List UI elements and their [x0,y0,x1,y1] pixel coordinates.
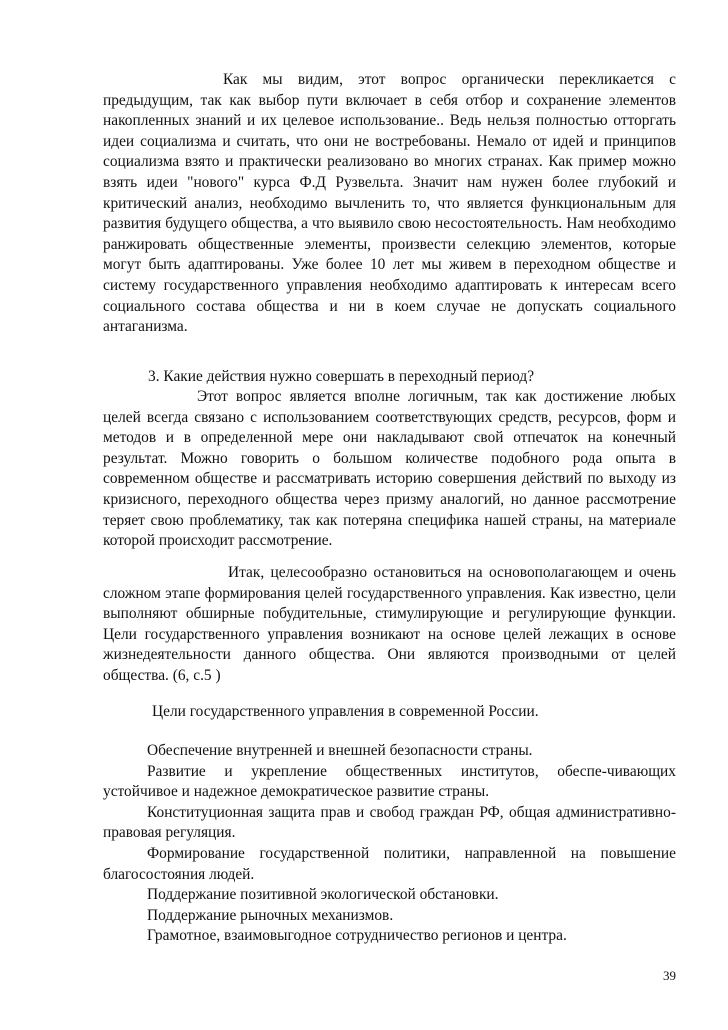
goals-list [103,741,676,947]
paragraph-choice-of-path: Как мы видим, этот вопрос органически перекликается с предыдущим, так как выбор пути включает в себя отбор и сохранение элементов накопленных знаний и их целевое использование.. Ведь нельзя полностью отторгать идеи социализма и считать, что они не востребованы. Немало от идей и принципов социализма взято и практически реализовано во многих странах. Как пример можно взять идеи "нового" курса Ф.Д Рузвельта. Значит нам нужен более глубокий и критический анализ, необходимо вычленить то, что является функциональным для развития будущего общества, а что выявило свою несостоятельность. Нам необходимо ранжировать общественные элементы, произвести селекцию элементов, которые могут быть адаптированы. Уже более 10 лет мы живем в переходном обществе и систему государственного управления необходимо адаптировать к интересам всего социального состава общества и ни в коем случае не допускать социального антаганизма. [103,71,676,336]
question-heading: 3. Какие действия нужно совершать в переходный период? [148,368,535,385]
goal-item: Обеспечение внутренней и внешней безопасности страны. [147,742,533,759]
goal-item: Конституционная защита прав и свобод граждан РФ, общая административно-правовая регуляция. [103,803,676,842]
goal-item: Поддержание рыночных механизмов. [147,906,394,924]
section-heading: Цели государственного управления в современной России. [152,703,539,720]
goal-item: Грамотное, взаимовыгодное сотрудничество регионов и центра. [147,927,567,945]
page-number: 39 [663,968,676,983]
paragraph-transition-actions: Этот вопрос является вполне логичным, так как достижение любых целей всегда связано с использованием соответствующих средств, ресурсов, форм и методов и в определенной мере они накладывают свой отпечаток на конечный результат. Можно говорить о большом количестве подобного рода опыта в современном обществе и рассматривать историю совершения действий по выходу из кризисного, переходного общества через призму аналогий, но данное рассмотрение теряет свою проблематику, так как потеряна специфика нашей страны, на материале которой происходит рассмотрение. [103,388,676,550]
goal-item: Развитие и укрепление общественных институтов, обеспе-чивающих устойчивое и надежное демократическое развитие страны. [103,762,676,801]
paragraph-goal-formation: Итак, целесообразно остановиться на основополагающем и очень сложном этапе формирования целей государственного управления. Как известно, цели выполняют обширные побудительные, стимулирующие и регулирующие функции. Цели государственного управления возникают на основе целей лежащих в основе жизнедеятельности данного общества. Они являются производными от целей общества. (6, с.5 ) [103,564,676,684]
goal-item: Поддержание позитивной экологической обстановки. [147,886,499,904]
goal-item: Формирование государственной политики, направленной на повышение благосостояния людей. [103,844,676,883]
